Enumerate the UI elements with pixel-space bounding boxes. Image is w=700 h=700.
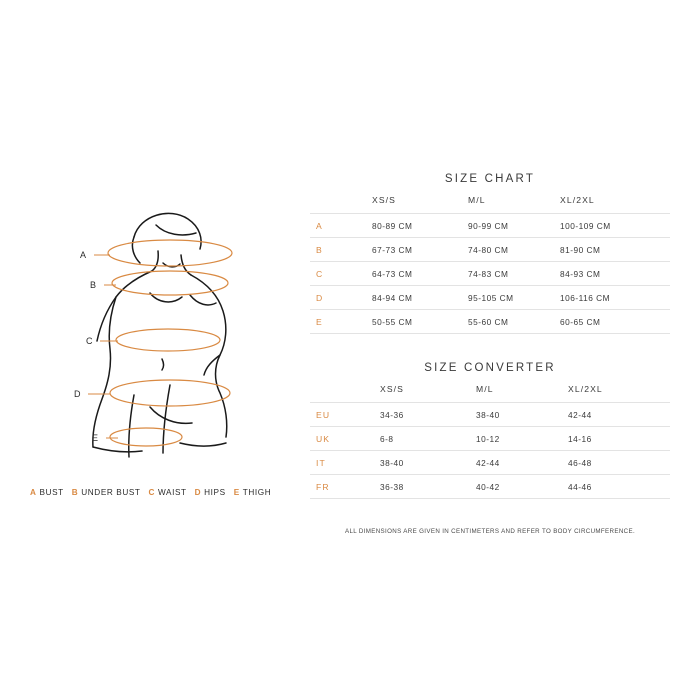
size-chart-col-2: M/L: [468, 195, 486, 205]
size-converter-fr-xl2xl: 44-46: [568, 481, 592, 492]
size-chart-b-xss: 67-73 CM: [372, 244, 413, 255]
size-converter-uk-ml: 10-12: [476, 433, 500, 444]
figure-marker-d: D: [74, 389, 81, 399]
size-chart-c-ml: 74-83 CM: [468, 268, 509, 279]
size-converter-table: [310, 384, 670, 499]
legend-key-d: D: [194, 488, 202, 497]
figure-marker-e: E: [92, 433, 99, 443]
size-chart-row-key-b: B: [316, 244, 323, 255]
size-chart-b-ml: 74-80 CM: [468, 244, 509, 255]
table-row: [310, 286, 670, 310]
size-converter-col-0: [310, 384, 380, 403]
legend-key-b: B: [71, 488, 79, 497]
size-converter-it-xl2xl: 46-48: [568, 457, 592, 468]
size-chart-title: SIZE CHART: [444, 173, 536, 185]
size-chart-e-xl2xl: 60-65 CM: [560, 316, 601, 327]
legend-label-a: BUST: [39, 488, 64, 497]
legend-item-d: [195, 488, 226, 497]
size-chart-col-3: XL/2XL: [560, 195, 595, 205]
size-converter-uk-xss: 6-8: [380, 433, 394, 444]
size-chart-d-ml: 95-105 CM: [468, 292, 514, 303]
size-converter-row-key-it: IT: [316, 457, 326, 468]
size-converter-col-2: M/L: [476, 384, 494, 394]
size-chart-row-key-a: A: [316, 220, 323, 231]
legend-item-a: [30, 488, 64, 497]
table-row: [310, 403, 670, 427]
table-row: [310, 310, 670, 334]
table-row: [310, 475, 670, 499]
size-chart-row-key-c: C: [316, 268, 324, 279]
figure-marker-a: A: [80, 250, 87, 260]
size-chart-b-xl2xl: 81-90 CM: [560, 244, 601, 255]
size-chart-section: [310, 173, 670, 334]
figure-marker-c: C: [86, 336, 93, 346]
table-row: [310, 238, 670, 262]
size-chart-header-row: [310, 195, 670, 214]
size-converter-row-key-uk: UK: [316, 433, 331, 444]
footnote: ALL DIMENSIONS ARE GIVEN IN CENTIMETERS AND REFER TO BODY CIRCUMFERENCE.: [344, 528, 636, 535]
size-converter-header-row: [310, 384, 670, 403]
size-converter-eu-xl2xl: 42-44: [568, 409, 592, 420]
table-row: [310, 262, 670, 286]
legend: [30, 488, 300, 497]
legend-item-b: [72, 488, 141, 497]
size-converter-section: [310, 362, 670, 499]
table-row: [310, 451, 670, 475]
size-chart-a-xl2xl: 100-109 CM: [560, 220, 611, 231]
size-converter-row-key-fr: FR: [316, 481, 330, 492]
body-figure-illustration: [30, 185, 300, 475]
table-row: [310, 214, 670, 238]
size-converter-title: SIZE CONVERTER: [424, 362, 556, 374]
size-converter-row-key-eu: EU: [316, 409, 331, 420]
legend-label-b: UNDER BUST: [81, 488, 141, 497]
size-converter-col-1: XS/S: [380, 384, 404, 394]
size-chart-e-xss: 50-55 CM: [372, 316, 413, 327]
size-chart-e-ml: 55-60 CM: [468, 316, 509, 327]
figure-marker-b: B: [90, 280, 97, 290]
size-chart-c-xl2xl: 84-93 CM: [560, 268, 601, 279]
size-chart-a-ml: 90-99 CM: [468, 220, 509, 231]
legend-key-c: C: [148, 488, 156, 497]
size-chart-row-key-e: E: [316, 316, 323, 327]
legend-label-d: HIPS: [204, 488, 226, 497]
size-chart-a-xss: 80-89 CM: [372, 220, 413, 231]
table-row: [310, 427, 670, 451]
legend-item-c: [149, 488, 187, 497]
legend-key-e: E: [233, 488, 240, 497]
legend-label-c: WAIST: [158, 488, 187, 497]
size-converter-fr-xss: 36-38: [380, 481, 404, 492]
size-converter-it-xss: 38-40: [380, 457, 404, 468]
legend-key-a: A: [30, 488, 37, 497]
size-chart-row-key-d: D: [316, 292, 324, 303]
legend-item-e: [234, 488, 272, 497]
size-converter-fr-ml: 40-42: [476, 481, 500, 492]
size-chart-d-xl2xl: 106-116 CM: [560, 292, 611, 303]
size-converter-col-3: XL/2XL: [568, 384, 603, 394]
size-converter-eu-xss: 34-36: [380, 409, 404, 420]
size-chart-d-xss: 84-94 CM: [372, 292, 413, 303]
size-converter-uk-xl2xl: 14-16: [568, 433, 592, 444]
size-converter-it-ml: 42-44: [476, 457, 500, 468]
size-chart-c-xss: 64-73 CM: [372, 268, 413, 279]
size-converter-eu-ml: 38-40: [476, 409, 500, 420]
body-figure: [30, 185, 300, 475]
legend-label-e: THIGH: [242, 488, 272, 497]
size-chart-col-0: [310, 195, 372, 214]
size-chart-table: [310, 195, 670, 334]
size-chart-col-1: XS/S: [372, 195, 396, 205]
